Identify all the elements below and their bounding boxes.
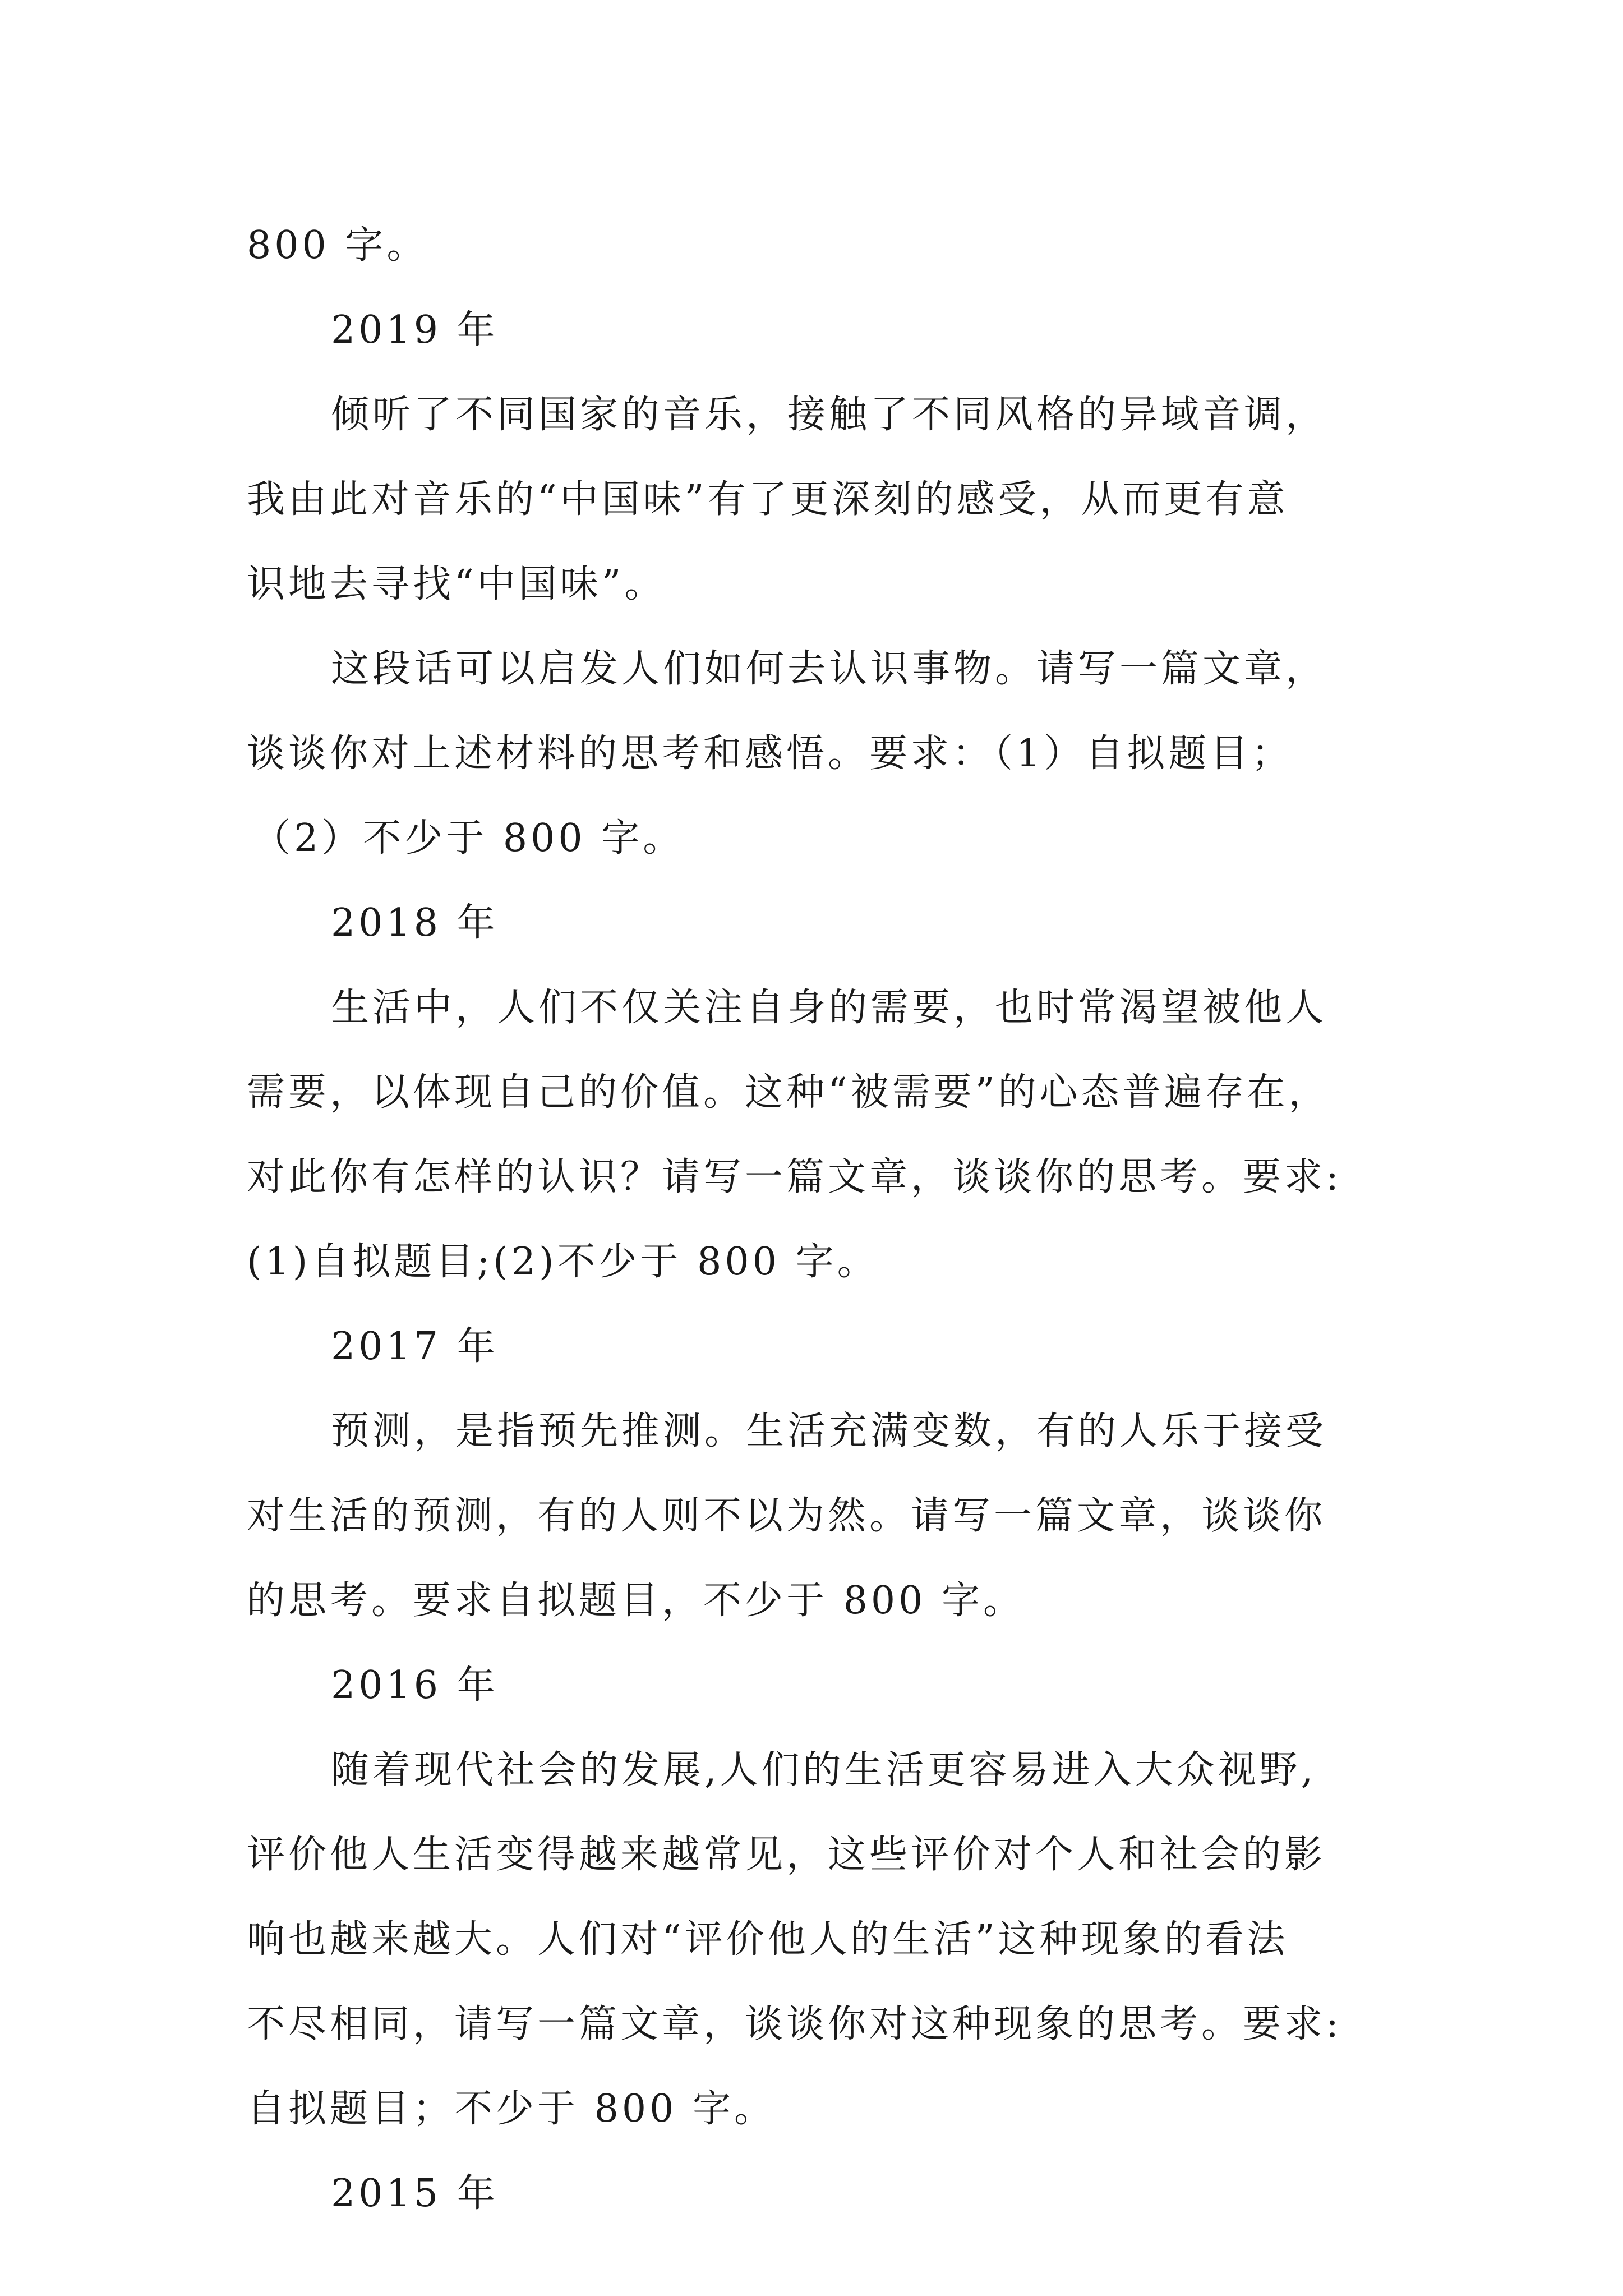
- text-line: 这段话可以启发人们如何去认识事物。请写一篇文章，: [331, 647, 1327, 691]
- text-line: 倾听了不同国家的音乐，接触了不同风格的异域音调，: [331, 393, 1327, 437]
- document-body: [247, 203, 1391, 2236]
- text-line: 需要，以体现自己的价值。这种“被需要”的心态普遍存在，: [247, 1070, 1330, 1115]
- year-heading: 2019 年: [331, 308, 499, 352]
- text-line: 的思考。要求自拟题目，不少于 800 字。: [247, 1579, 1025, 1623]
- text-line: 对此你有怎样的认识？请写一篇文章，谈谈你的思考。要求:: [247, 1155, 1342, 1199]
- text-line: 对生活的预测，有的人则不以为然。请写一篇文章，谈谈你: [247, 1494, 1326, 1538]
- text-line: 不尽相同，请写一篇文章，谈谈你对这种现象的思考。要求:: [247, 2002, 1342, 2046]
- text-line: 自拟题目；不少于 800 字。: [247, 2087, 776, 2131]
- text-line: 评价他人生活变得越来越常见，这些评价对个人和社会的影: [247, 1833, 1326, 1877]
- text-line: 随着现代社会的发展,人们的生活更容易进入大众视野,: [331, 1748, 1317, 1792]
- year-heading: 2015 年: [331, 2171, 499, 2216]
- text-line: (1)自拟题目;(2)不少于 800 字。: [247, 1240, 879, 1284]
- text-line: 800 字。: [247, 223, 428, 268]
- text-line: 我由此对音乐的“中国味”有了更深刻的感受，从而更有意: [247, 477, 1289, 522]
- text-line: 生活中，人们不仅关注自身的需要，也时常渴望被他人: [331, 986, 1327, 1030]
- text-line: （2）不少于 800 字。: [252, 816, 685, 861]
- text-line: 响也越来越大。人们对“评价他人的生活”这种现象的看法: [247, 1917, 1289, 1962]
- year-heading: 2018 年: [331, 901, 499, 945]
- year-heading: 2016 年: [331, 1663, 499, 1708]
- text-line: 预测，是指预先推测。生活充满变数，有的人乐于接受: [331, 1409, 1327, 1453]
- year-heading: 2017 年: [331, 1324, 499, 1369]
- text-line: 识地去寻找“中国味”。: [247, 562, 666, 606]
- text-line: 谈谈你对上述材料的思考和感悟。要求：（1）自拟题目；: [247, 731, 1293, 776]
